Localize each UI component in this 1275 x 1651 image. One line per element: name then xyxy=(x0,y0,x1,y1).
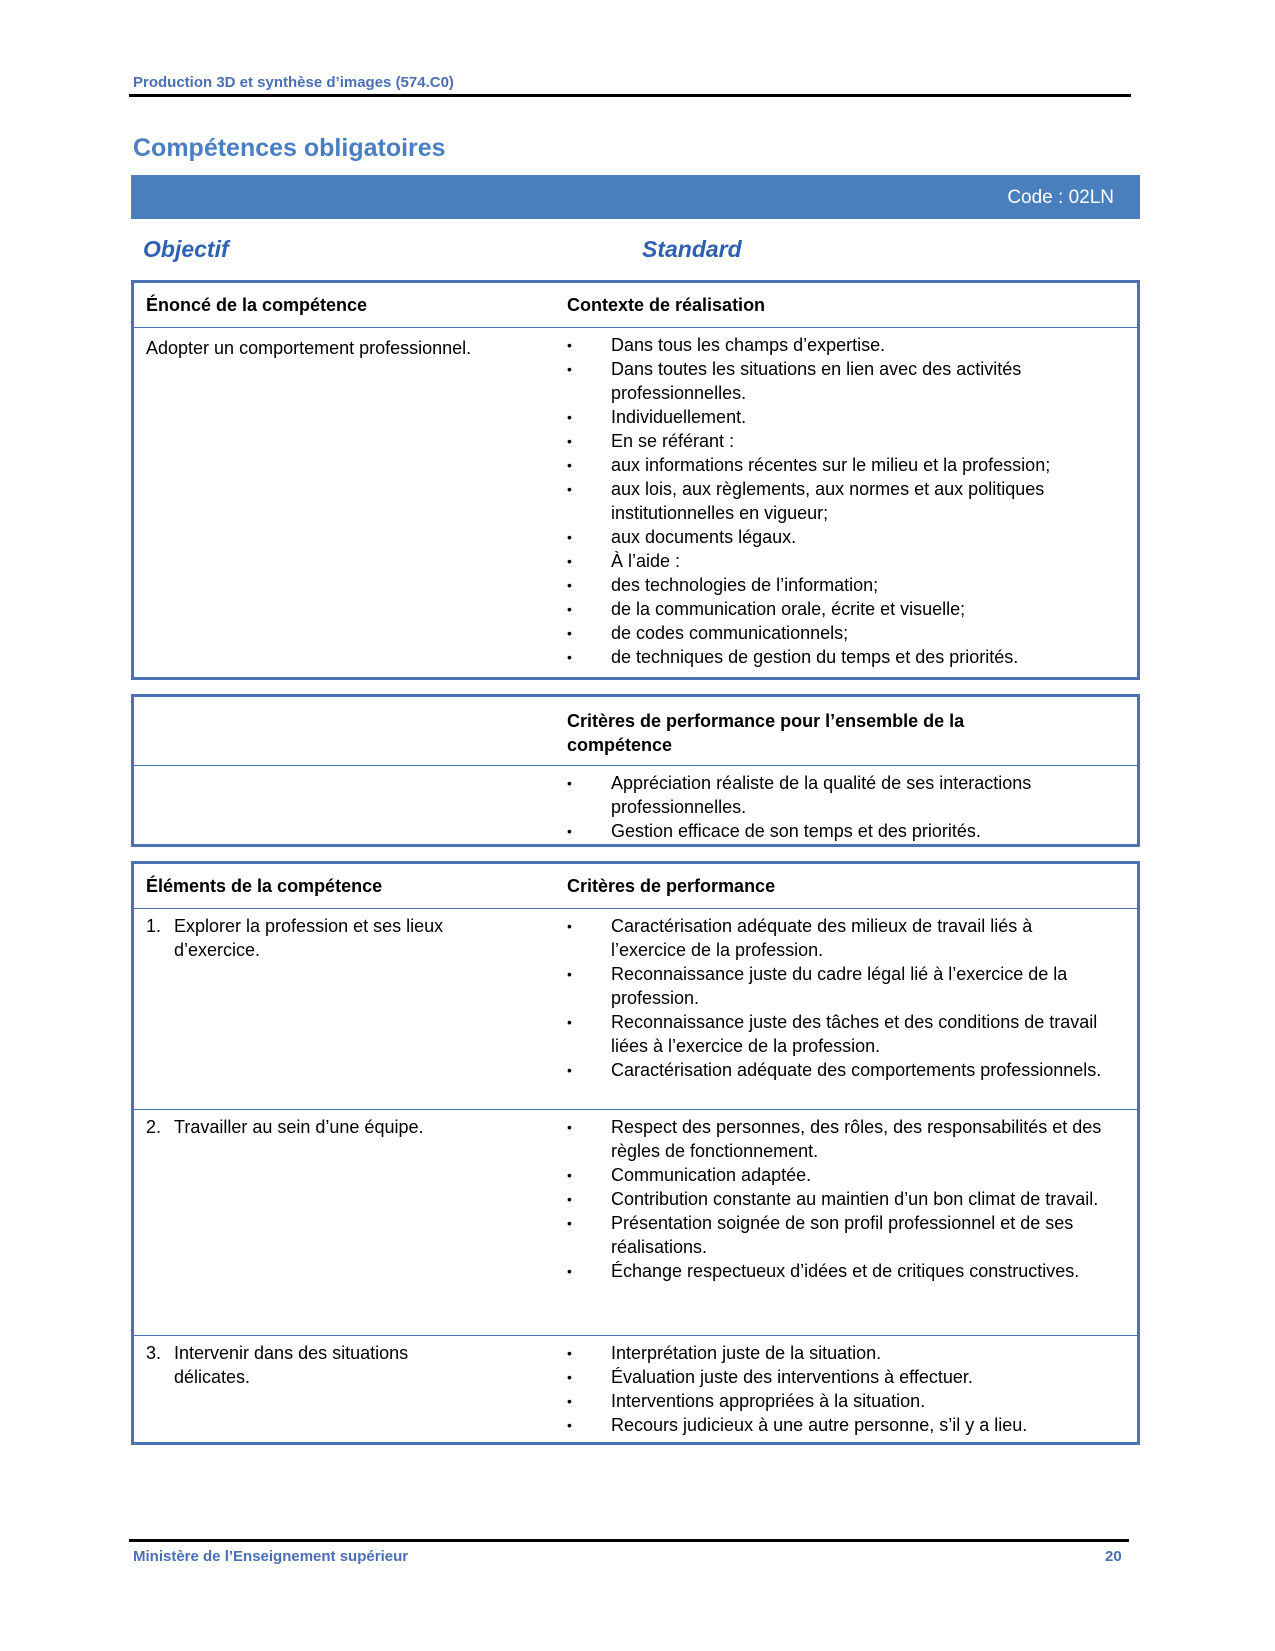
list-item: • Évaluation juste des interventions à effectuer. xyxy=(567,1365,1112,1389)
criteria-list xyxy=(567,914,1112,1082)
competence-statement: Adopter un comportement professionnel. xyxy=(146,338,472,358)
list-item: • aux lois, aux règlements, aux normes et aux politiques institutionnelles en vigueur; xyxy=(567,477,1112,525)
table-row xyxy=(134,1109,1137,1335)
list-item: • Appréciation réaliste de la qualité de ses interactions professionnelles. xyxy=(567,771,1112,819)
element-text: Intervenir dans des situations délicates. xyxy=(174,1343,409,1387)
list-item: • Reconnaissance juste des tâches et des conditions de travail liées à l’exercice de la profession. xyxy=(567,1010,1112,1058)
page-title: Compétences obligatoires xyxy=(133,134,446,162)
list-item: • Contribution constante au maintien d’un bon climat de travail. xyxy=(567,1187,1112,1211)
element-number: 3. xyxy=(146,1343,162,1363)
global-criteria-table xyxy=(131,694,1140,847)
element-text: Travailler au sein d’une équipe. xyxy=(174,1117,424,1137)
list-item: • Gestion efficace de son temps et des priorités. xyxy=(567,819,1112,843)
table-row xyxy=(134,908,1137,1109)
list-item: • Présentation soignée de son profil professionnel et de ses réalisations. xyxy=(567,1211,1112,1259)
criteria-header: Critères de performance xyxy=(567,876,776,896)
context-label: • À l’aide : xyxy=(567,549,1112,573)
footer-rule xyxy=(129,1539,1129,1542)
enonce-header: Énoncé de la compétence xyxy=(146,295,368,315)
global-criteria-list xyxy=(567,771,1112,843)
list-item: • Respect des personnes, des rôles, des responsabilités et des règles de fonctionnement. xyxy=(567,1115,1112,1163)
list-item: • Recours judicieux à une autre personne, s’il y a lieu. xyxy=(567,1413,1112,1437)
list-item: • Reconnaissance juste du cadre légal lié à l’exercice de la profession. xyxy=(567,962,1112,1010)
objective-heading: Objectif xyxy=(143,236,229,262)
list-item: • Caractérisation adéquate des milieux de travail liés à l’exercice de la profession. xyxy=(567,914,1112,962)
competence-code: Code : 02LN xyxy=(1007,187,1114,208)
running-header: Production 3D et synthèse d’images (574.C0) xyxy=(133,74,454,91)
list-item: • Interventions appropriées à la situation. xyxy=(567,1389,1112,1413)
list-item: • Caractérisation adéquate des comportements professionnels. xyxy=(567,1058,1112,1082)
list-item: • Individuellement. xyxy=(567,405,1112,429)
header-divider xyxy=(134,765,1137,766)
standard-heading: Standard xyxy=(642,236,742,262)
global-criteria-header: Critères de performance pour l’ensemble de la compétence xyxy=(567,711,965,755)
elements-header: Éléments de la compétence xyxy=(146,876,383,896)
list-item: • Interprétation juste de la situation. xyxy=(567,1341,1112,1365)
header-divider xyxy=(134,327,1137,328)
list-item: • de techniques de gestion du temps et des priorités. xyxy=(567,645,1112,669)
competence-table xyxy=(131,280,1140,680)
context-list xyxy=(567,333,1112,669)
elements-table xyxy=(131,861,1140,1445)
list-item: • aux informations récentes sur le milieu et la profession; xyxy=(567,453,1112,477)
list-item: • Communication adaptée. xyxy=(567,1163,1112,1187)
list-item: • Dans tous les champs d’expertise. xyxy=(567,333,1112,357)
context-label: • En se référant : xyxy=(567,429,1112,453)
page-number: 20 xyxy=(1105,1548,1122,1565)
list-item: • aux documents légaux. xyxy=(567,525,1112,549)
criteria-list xyxy=(567,1341,1112,1437)
list-item: • des technologies de l’information; xyxy=(567,573,1112,597)
footer-ministry: Ministère de l’Enseignement supérieur xyxy=(133,1548,409,1565)
code-bar xyxy=(131,175,1140,219)
criteria-list xyxy=(567,1115,1112,1283)
element-text: Explorer la profession et ses lieux d’exercice. xyxy=(174,916,444,960)
list-item: • de codes communicationnels; xyxy=(567,621,1112,645)
list-item: • Échange respectueux d’idées et de critiques constructives. xyxy=(567,1259,1112,1283)
header-rule xyxy=(129,94,1131,97)
element-number: 1. xyxy=(146,916,162,936)
table-row xyxy=(134,1335,1137,1439)
list-item: • de la communication orale, écrite et visuelle; xyxy=(567,597,1112,621)
contexte-header: Contexte de réalisation xyxy=(567,295,766,315)
list-item: • Dans toutes les situations en lien avec des activités professionnelles. xyxy=(567,357,1112,405)
element-number: 2. xyxy=(146,1117,162,1137)
